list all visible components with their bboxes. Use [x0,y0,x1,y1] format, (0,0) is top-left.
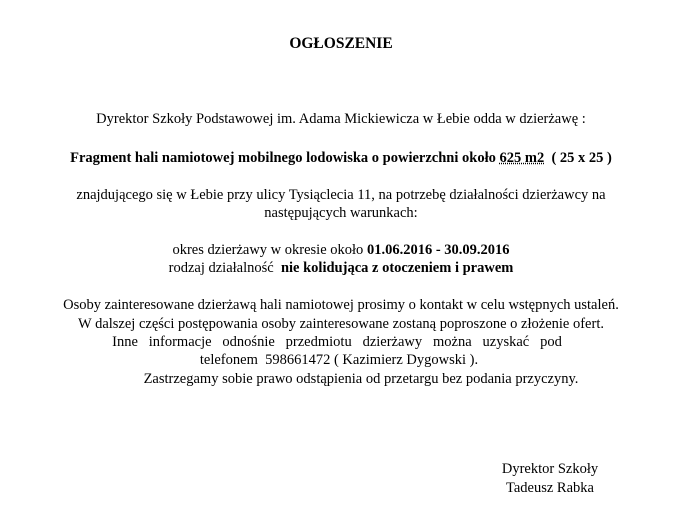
signature-role: Dyrektor Szkoły [501,461,599,477]
activity-value: nie kolidująca z otoczeniem i prawem [280,260,514,276]
term-label: okres dzierżawy w okresie około [172,242,367,258]
paragraph-info: Inne informacje odnośnie przedmiotu dzierżawy można uzyskać pod [112,334,562,350]
document-title: OGŁOSZENIE [289,35,393,52]
signature-name: Tadeusz Rabka [506,480,594,496]
intro-text: Dyrektor Szkoły Podstawowej im. Adama Mickiewicza w Łebie odda w dzierżawę : [96,111,586,127]
term-value: 01.06.2016 - 30.09.2016 [366,242,510,258]
activity-label: rodzaj działalność [168,260,281,276]
term-line [0,241,682,259]
subject-area: 625 m2 [499,150,545,166]
paragraph-offers: W dalszej części postępowania osoby zainteresowane zostaną poproszone o złożenie ofert. [78,316,604,332]
subject-line [0,149,682,167]
subject-dimensions: ( 25 x 25 ) [544,150,612,166]
subject-text: Fragment hali namiotowej mobilnego lodowiska o powierzchni około [70,150,500,166]
paragraph-phone: telefonem 598661472 ( Kazimierz Dygowski ). [199,352,479,368]
paragraph-contact: Osoby zainteresowane dzierżawą hali namiotowej prosimy o kontakt w celu wstępnych ustaleń. [63,297,619,313]
location-line-1: znajdującego się w Łebie przy ulicy Tysiąclecia 11, na potrzebę działalności dzierżawcy na [76,187,606,203]
location-line-2: następujących warunkach: [264,205,418,221]
activity-line [0,259,682,277]
paragraph-reservation: Zastrzegamy sobie prawo odstąpienia od przetargu bez podania przyczyny. [143,371,579,387]
